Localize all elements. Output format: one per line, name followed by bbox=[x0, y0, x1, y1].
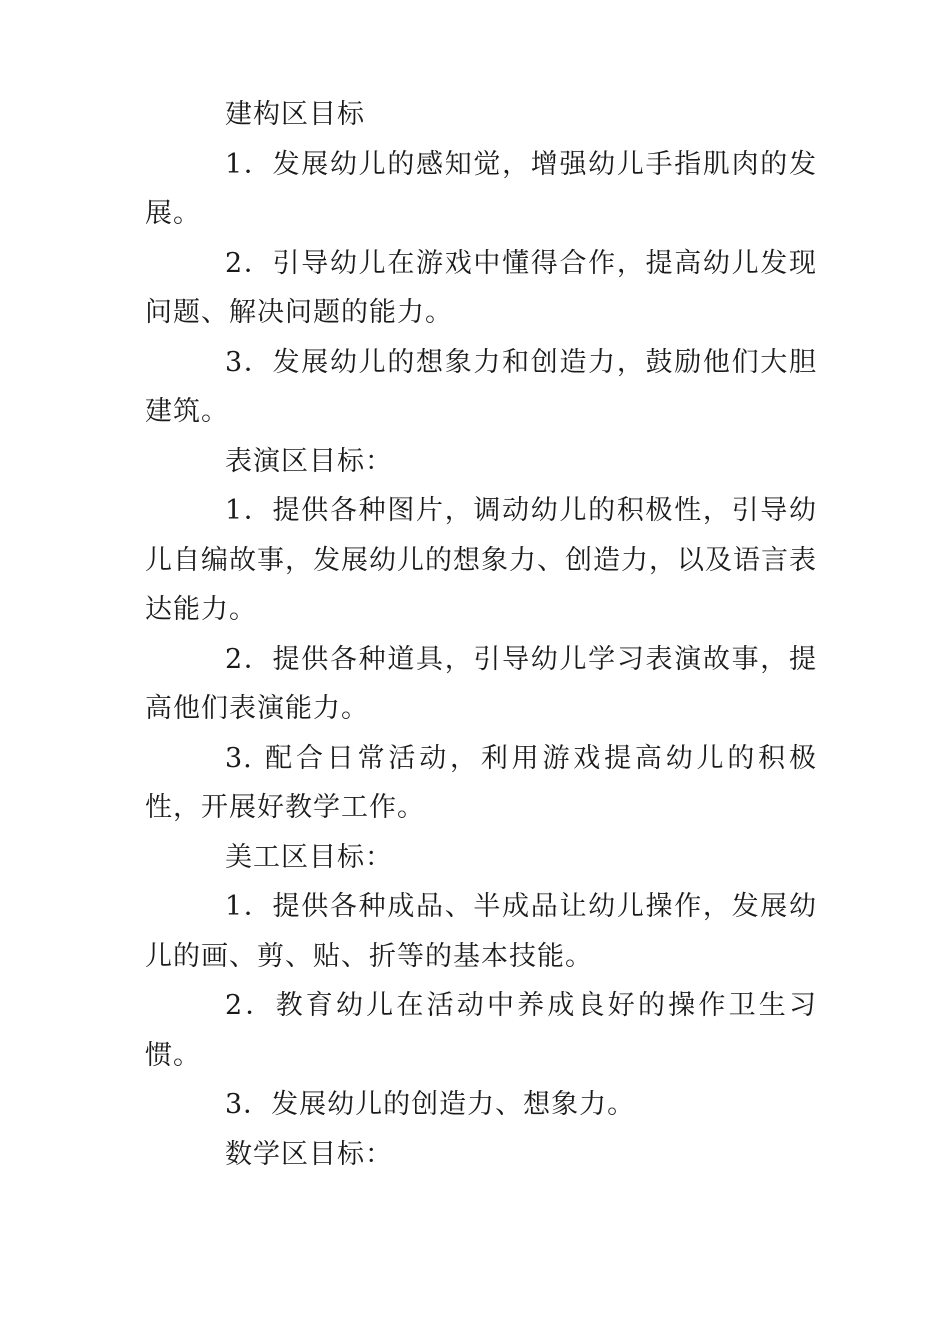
paragraph-art-goal-3: 3．发展幼儿的创造力、想象力。 bbox=[225, 1089, 636, 1120]
paragraph-construction-goal-3: 3．发展幼儿的想象力和创造力，鼓励他们大胆建筑。 bbox=[145, 346, 817, 427]
section-heading-math: 数学区目标： bbox=[225, 1138, 393, 1170]
document-body bbox=[145, 90, 817, 1179]
paragraph-performance-goal-2: 2．提供各种道具，引导幼儿学习表演故事，提高他们表演能力。 bbox=[145, 643, 817, 724]
paragraph-art-goal-2: 2．教育幼儿在活动中养成良好的操作卫生习惯。 bbox=[145, 990, 817, 1071]
paragraph-performance-goal-3: 3. 配合日常活动，利用游戏提高幼儿的积极性，开展好教学工作。 bbox=[145, 742, 817, 823]
paragraph-performance-goal-1: 1．提供各种图片，调动幼儿的积极性，引导幼儿自编故事，发展幼儿的想象力、创造力，以及语言表达能力。 bbox=[145, 495, 817, 625]
paragraph-art-goal-1: 1．提供各种成品、半成品让幼儿操作，发展幼儿的画、剪、贴、折等的基本技能。 bbox=[145, 891, 817, 972]
paragraph-construction-goal-2: 2．引导幼儿在游戏中懂得合作，提高幼儿发现问题、解决问题的能力。 bbox=[145, 247, 817, 328]
section-heading-construction: 建构区目标 bbox=[225, 99, 365, 130]
section-heading-art: 美工区目标： bbox=[225, 841, 393, 873]
section-heading-performance: 表演区目标： bbox=[225, 445, 393, 477]
paragraph-construction-goal-1: 1．发展幼儿的感知觉，增强幼儿手指肌肉的发展。 bbox=[145, 148, 817, 229]
